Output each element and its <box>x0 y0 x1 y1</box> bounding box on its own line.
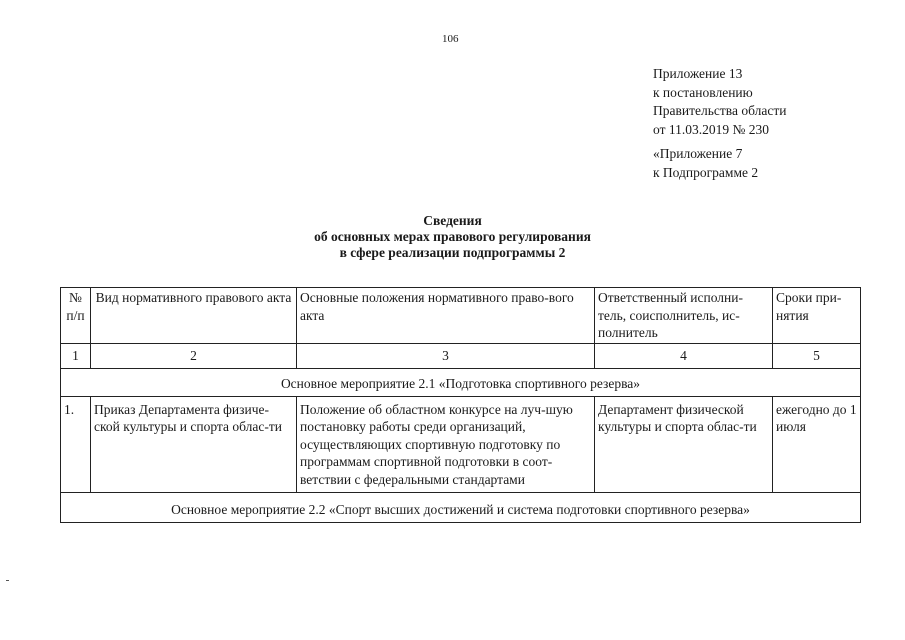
scan-artifact <box>6 580 9 581</box>
appendix-line: Приложение 13 <box>653 66 743 81</box>
section-row <box>61 492 861 522</box>
appendix-line: Правительства области <box>653 103 787 118</box>
column-number-row <box>61 343 861 368</box>
page-number: 106 <box>442 33 459 45</box>
table-row <box>61 396 861 492</box>
section-title: Основное мероприятие 2.1 «Подготовка спортивного резерва» <box>61 368 861 396</box>
header-cell-provisions: Основные положения нормативного право-вого акта <box>297 288 595 344</box>
column-number-cell: 1 <box>61 343 91 368</box>
table-header-row <box>61 288 861 344</box>
section-title: Основное мероприятие 2.2 «Спорт высших достижений и система подготовки спортивного резерва» <box>61 492 861 522</box>
appendix-line: к постановлению <box>653 84 753 100</box>
appendix-subline: «Приложение 7 <box>653 146 743 161</box>
column-number-cell: 3 <box>297 343 595 368</box>
header-cell-number: № п/п <box>61 288 91 344</box>
document-heading <box>0 213 905 261</box>
deadline-cell: ежегодно до 1 июля <box>773 396 861 492</box>
header-cell-responsible: Ответственный исполни-тель, соисполнитель, ис-полнитель <box>595 288 773 344</box>
appendix-block <box>653 65 786 182</box>
header-cell-act-type: Вид нормативного правового акта <box>91 288 297 344</box>
row-number-cell: 1. <box>61 396 91 492</box>
appendix-line: от 11.03.2019 № 230 <box>653 121 769 137</box>
section-row <box>61 368 861 396</box>
heading-title: Сведения <box>423 213 482 228</box>
provisions-cell: Положение об областном конкурсе на луч-шую постановку работы среди организаций, осуществляющих спортивную подготовку по программам спортивной подготовки в соот-ветствии с федеральными стандартами <box>297 396 595 492</box>
appendix-subline: к Подпрограмме 2 <box>653 164 759 180</box>
column-number-cell: 2 <box>91 343 297 368</box>
heading-subtitle: об основных мерах правового регулирования <box>314 229 591 244</box>
column-number-cell: 5 <box>773 343 861 368</box>
header-cell-deadline: Сроки при-нятия <box>773 288 861 344</box>
measures-table <box>60 287 861 523</box>
responsible-cell: Департамент физической культуры и спорта облас-ти <box>595 396 773 492</box>
heading-subtitle: в сфере реализации подпрограммы 2 <box>339 245 566 260</box>
column-number-cell: 4 <box>595 343 773 368</box>
act-type-cell: Приказ Департамента физиче-ской культуры и спорта облас-ти <box>91 396 297 492</box>
